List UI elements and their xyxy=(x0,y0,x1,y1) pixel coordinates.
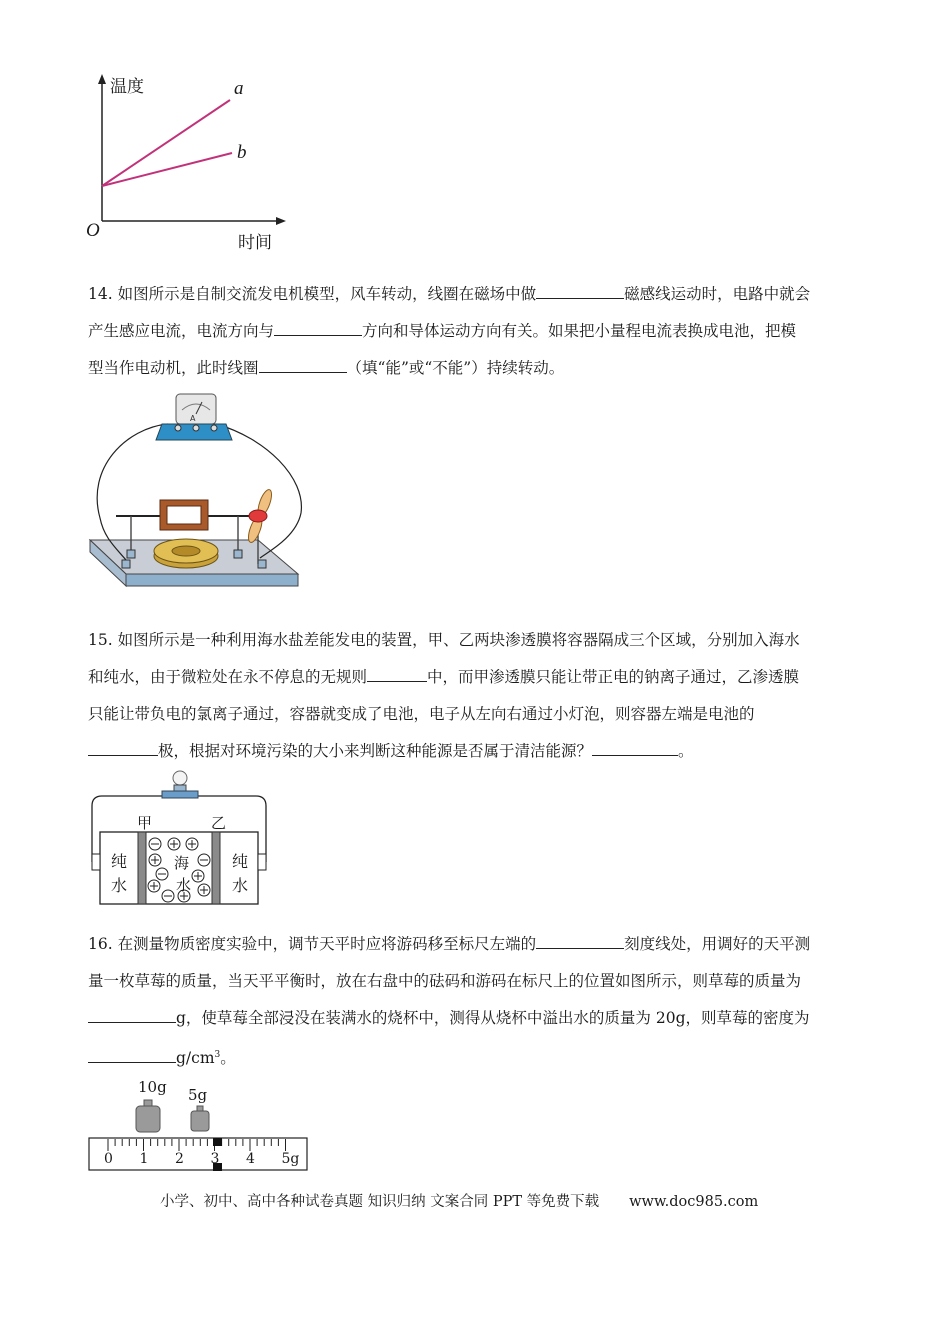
line-b-label: b xyxy=(237,142,247,163)
scale-label: 3 xyxy=(210,1151,220,1167)
membrane-jia-label: 甲 xyxy=(137,814,153,832)
line-b xyxy=(102,153,232,186)
left-region-label: 纯 水 xyxy=(111,852,128,895)
generator-model-figure xyxy=(86,388,316,598)
weight-5g-label: 5g xyxy=(188,1086,208,1104)
middle-region-label: 海 水 xyxy=(174,854,192,894)
answer-blank xyxy=(88,1046,176,1063)
footer-text: 小学、初中、高中各种试卷真题 知识归纳 文案合同 PPT 等免费下载 xyxy=(160,1194,600,1210)
answer-blank xyxy=(259,356,347,373)
scale-label: 0 xyxy=(104,1151,113,1167)
weights-figure xyxy=(130,1098,220,1138)
answer-blank xyxy=(536,282,624,299)
answer-blank xyxy=(592,739,678,756)
weight-10g-label: 10g xyxy=(138,1078,167,1096)
question-14: 14. 如图所示是自制交流发电机模型，风车转动，线圈在磁场中做 磁感线运动时，电路中就会 产生感应电流，电流方向与 方向和导体运动方向有关。如果把小量程电流表换成电池，把模 型当作电动机，此时线圈 （填“能”或“不能”）持续转动。 xyxy=(88,276,863,387)
scale-label: 4 xyxy=(246,1151,255,1167)
right-region-label: 纯 水 xyxy=(232,852,249,895)
origin-label: O xyxy=(86,220,100,241)
scale-label: 2 xyxy=(175,1151,184,1167)
x-axis-label: 时间 xyxy=(238,233,272,253)
question-15: 15. 如图所示是一种利用海水盐差能发电的装置，甲、乙两块渗透膜将容器隔成三个区域，分别加入海水 和纯水，由于微粒处在永不停息的无规则 中，而甲渗透膜只能让带正电的钠离子通过，乙渗透膜 只能让带负电的氯离子通过，容器就变成了电池，电子从左向右通过小灯泡，则容器左端是电池的 极，根据对环境污染的大小来判断这种能源是否属于清洁能源？ 。 xyxy=(88,631,800,760)
meter-label: A xyxy=(190,414,196,423)
answer-blank xyxy=(88,1006,176,1023)
question-16: 16. 在测量物质密度实验中，调节天平时应将游码移至标尺左端的 刻度线处，用调好的天平测 量一枚草莓的质量，当天平平衡时，放在右盘中的砝码和游码在标尺上的位置如图所示，则草莓的质量为 g，使草莓全部浸没在装满水的烧杯中，测得从烧杯中溢出水的质量为 20g，则草莓的密度为 $g/cm^3$。 xyxy=(88,926,863,1077)
scale-label: 5g xyxy=(281,1151,300,1167)
membrane-yi-label: 乙 xyxy=(211,814,227,832)
answer-blank xyxy=(367,665,427,682)
answer-blank xyxy=(274,319,362,336)
answer-blank xyxy=(88,739,158,756)
page-footer xyxy=(160,1190,758,1211)
footer-url: www.doc985.com xyxy=(629,1194,759,1210)
line-a xyxy=(102,100,230,186)
scale-label: 1 xyxy=(139,1151,149,1167)
line-a-label: a xyxy=(234,78,244,99)
answer-blank xyxy=(536,932,624,949)
rider-marker-top xyxy=(213,1138,222,1146)
scale-labels xyxy=(88,1151,310,1171)
y-axis-label: 温度 xyxy=(110,77,144,97)
